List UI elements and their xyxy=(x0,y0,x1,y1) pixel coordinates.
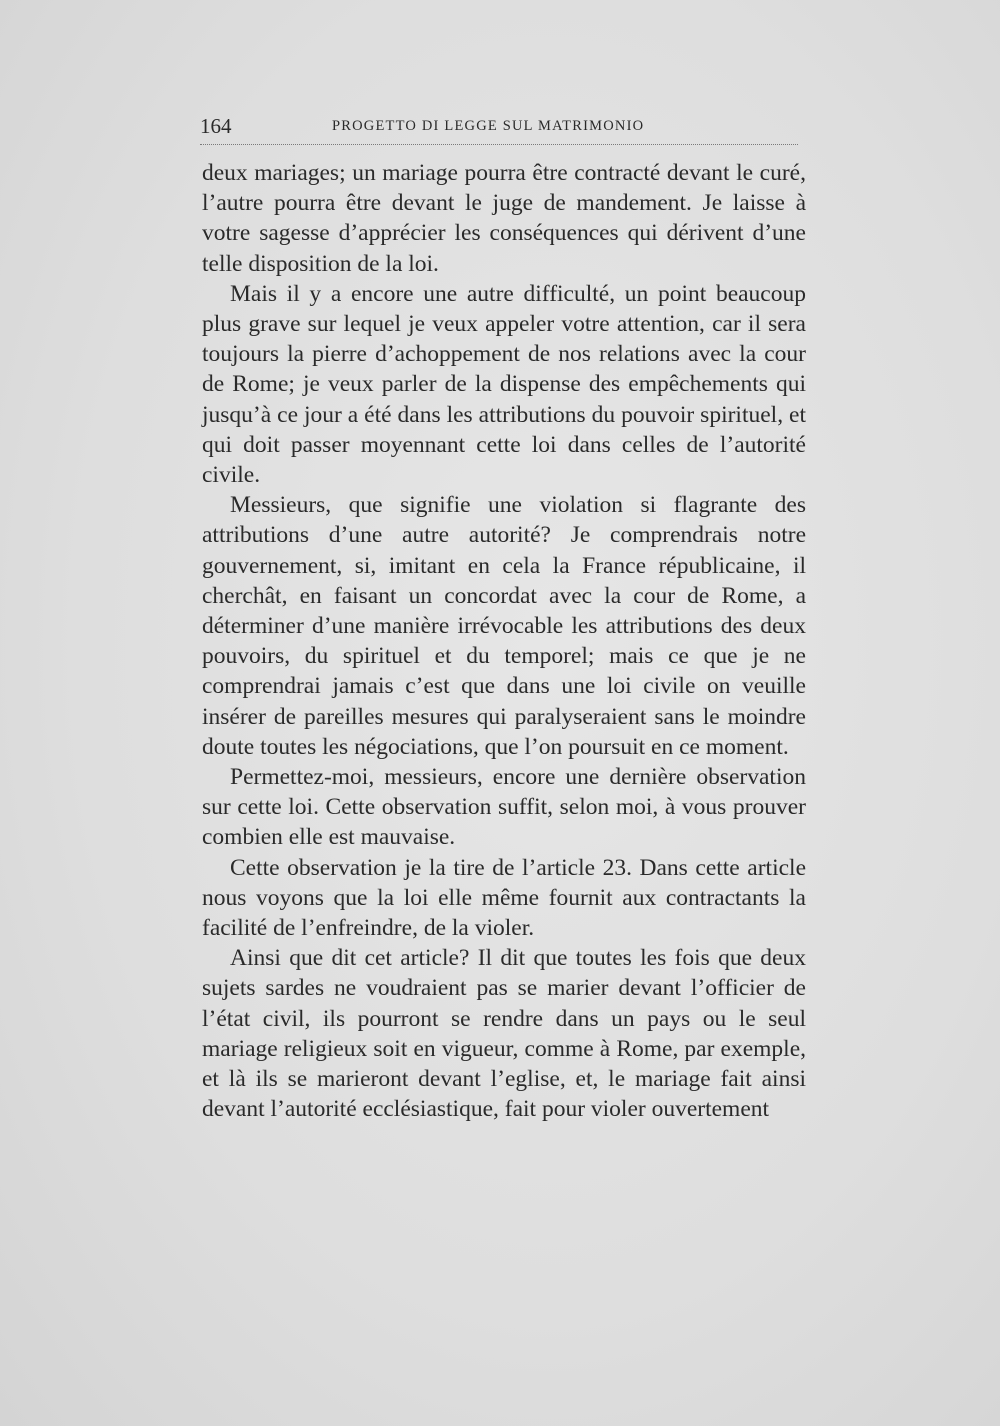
paragraph-4: Permettez-moi, messieurs, encore une dernière observation sur cette loi. Cette observation suffit, selon moi, à vous prouver combien elle est mauvaise. xyxy=(202,764,806,851)
running-title: PROGETTO DI LEGGE SUL MATRIMONIO xyxy=(332,118,645,134)
paragraph-3: Messieurs, que signifie une violation si flagrante des attributions d’une autre autorité? Je comprendrais notre gouvernement, si, imitant en cela la France républicaine, il cherchât, en faisant un concordat avec la cour de Rome, a déterminer d’une manière irrévocable les attributions des deux pouvoirs, du spirituel et du temporel; mais ce que je ne comprendrai jamais c’est que dans une loi civile on veuille insérer de pareilles mesures qui paralyseraient sans le moindre doute toutes les négociations, que l’on poursuit en ce moment. xyxy=(202,492,806,760)
body-text xyxy=(202,158,806,1125)
paragraph-5: Cette observation je la tire de l’article 23. Dans cette article nous voyons que la loi elle même fournit aux contractants la facilité de l’enfreindre, de la violer. xyxy=(202,854,806,942)
paragraph-6: Ainsi que dit cet article? Il dit que toutes les fois que deux sujets sardes ne voudraient pas se marier devant l’officier de l’état civil, ils pourront se rendre dans un pays ou le seul mariage religieux soit en vigueur, comme à Rome, par exemple, et là ils se marieront devant l’eglise, et, le mariage fait ainsi devant l’autorité ecclésiastique, fait pour violer ouvertement xyxy=(202,945,806,1123)
paragraph-2: Mais il y a encore une autre difficulté, un point beaucoup plus grave sur lequel je veux appeler votre attention, car il sera toujours la pierre d’achoppement de nos relations avec la cour de Rome; je veux parler de la dispense des empêchements qui jusqu’à ce jour a été dans les attributions du pouvoir spirituel, et qui doit passer moyennant cette loi dans celles de l’autorité civile. xyxy=(202,280,806,489)
page-number: 164 xyxy=(200,114,232,138)
paragraph-1: deux mariages; un mariage pourra être contracté devant le curé, l’autre pourra être devant le juge de mandement. Je laisse à votre sagesse d’apprécier les conséquences qui dérivent d’une telle disposition de la loi. xyxy=(202,160,806,277)
running-head xyxy=(200,112,798,145)
